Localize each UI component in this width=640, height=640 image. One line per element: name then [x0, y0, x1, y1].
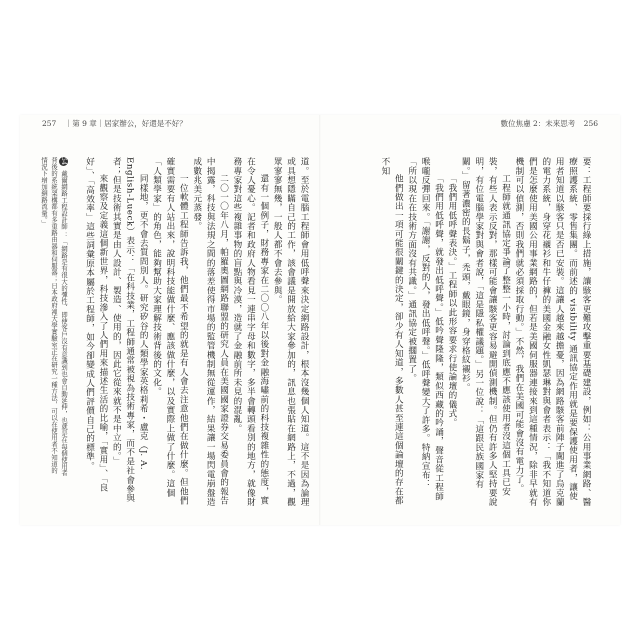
left-page-number: 257 [42, 119, 57, 128]
right-page [320, 115, 620, 525]
book-spread [20, 115, 620, 525]
footnote-marker: 54 [60, 157, 67, 166]
paragraph: 他們做出一項可能很關鍵的決定，卻少有人知道，多數人甚至連這個論壇的存在都不知 [379, 157, 404, 506]
left-running-head: ｜第 9 章｜居家辦公，好還是不好？ [64, 119, 187, 128]
paragraph: 同樣地，更不會去質問別人。研究矽谷的人類學家英格莉希・盧克（J. A. English-Lueck）表示：「在科技業，工程師通常被視為技術專家，而不是社會參與者；但是技術其實是由人設計、製造、使用的，因此它從來就不是中立的。」 [111, 157, 149, 503]
paragraph: 一位軟體工程師告訴我，他們最不希望的就是有人會去注意他們在做什麼。但他們確實需要有人站出來，說明科技能做什麼、應該做什麼，以及實際上做了什麼。這個「人類學家」的角色，能夠幫助大家理解技術背後的文化。 [151, 157, 189, 506]
footnote-text: 戴爾網路工程設計師 ：「網路是有很大的彈性、即使客戶沒有意識到也會自動延伸，也就是在每個使用者背後的系統架構都有多重路由器和伺服器；日本政府裡大學實驗室正在研究一種方法，可以在使用者不知道的情況下增加網路流量。」 [40, 157, 67, 477]
paragraph: 「我們用低呼聲表決。」工程師以此形容要求行使論壇的儀式。 [446, 174, 457, 428]
left-page [20, 115, 320, 525]
paragraph: 道。至於電腦工程師會用低呼聲來決定網路設計，根本沒幾個人知道。這不是因為論理或具想隱瞞自己的工作，該會議是開放給大家參加的，訊息也張貼在網路上，不過，觀眾寥寥無幾，一般人都不會去參與。 [272, 157, 309, 507]
paragraph: 二〇一〇年八月，帕羅奧圖網路聯盟的研究人員在美國國家證券交易委員會的報告中揭露，科技與法規之間的落差使得市場的監管機制無從運作，結果讓一場閃電崩盤造成數兆美元蒸發。 [191, 157, 229, 507]
right-body-text [342, 157, 592, 507]
paragraph: 要：工程師要採行綠上措施，讓駭客更難攻擊重要基礎建設，例如：公用事業網路、醫療照護系統、零售集團。而前述的 visibility 通訊協定作用就是要保護使用者，讓使用者知道以駭客只是否已安裝。這讓人越來越擔憂，因為網路駭客前陣子闖進了烏克蘭的電力系統，身穿花襯衫和牛仔褲的美國金融女性凱瑟琳對與會者表示：「我不知道你們是怎麼使用美國公用事業網路的，但若是美國伺服器連接來到這種情況，除非早就有機制可以偵測，否則我們就必須採取行動。」不然，我們在美國可能會沒有電力了。 [513, 157, 591, 507]
left-page-header [42, 118, 187, 129]
paragraph: 「我們用低呼聲，就發出低呼聲。」低吟聲隆隆，類似西藏的吟誦，聲音從工程師喉嚨反彈回來。「謝謝，反對的人，發出低呼聲。」低呼聲變大了許多。特納宣布：「所以現在在技術方面沒有共識。」通訊協定被擱置了。 [406, 157, 444, 502]
paragraph: 工程師就通訊協定爭論了整整一小時，討論到底應不應該使用者沒這個工具已安裝，有些人表示反對，那樣可能會讓駭客更容易避開偵測機制。但仍有許多人堅持要說明，有位電腦學家對與會者說，「這是隱私權議題。」另一位說：「這跟民族國家有關。」留著濃密的長鬍子，禿頭，戴眼鏡，身穿格紋襯衫。 [460, 157, 511, 507]
right-page-header [501, 118, 598, 129]
right-running-head: 數位焦慮 2：未來思考 [500, 119, 576, 128]
paragraph: 還有一個例子，財務專家在二〇〇八年以後對金融海嘯前的科技複雜性的態度，實在令人憂心。記者和政府人物看見一連串字母和數字，多半會轉頭看別的地方，就像財務專家對這些複雜事物的盲點與冷漠，造就了金融前所未見的混亂。 [231, 157, 269, 507]
left-body-text [60, 157, 310, 507]
paragraph: 來觀察及定義這個新世界，科技滲入了人們用來描述生活的比喻，「實用」、「良好」、「高效率」這些詞彙原本屬於工程師，如今卻變成人們評價自己的標準。 [84, 157, 108, 493]
right-page-number: 256 [583, 119, 598, 128]
